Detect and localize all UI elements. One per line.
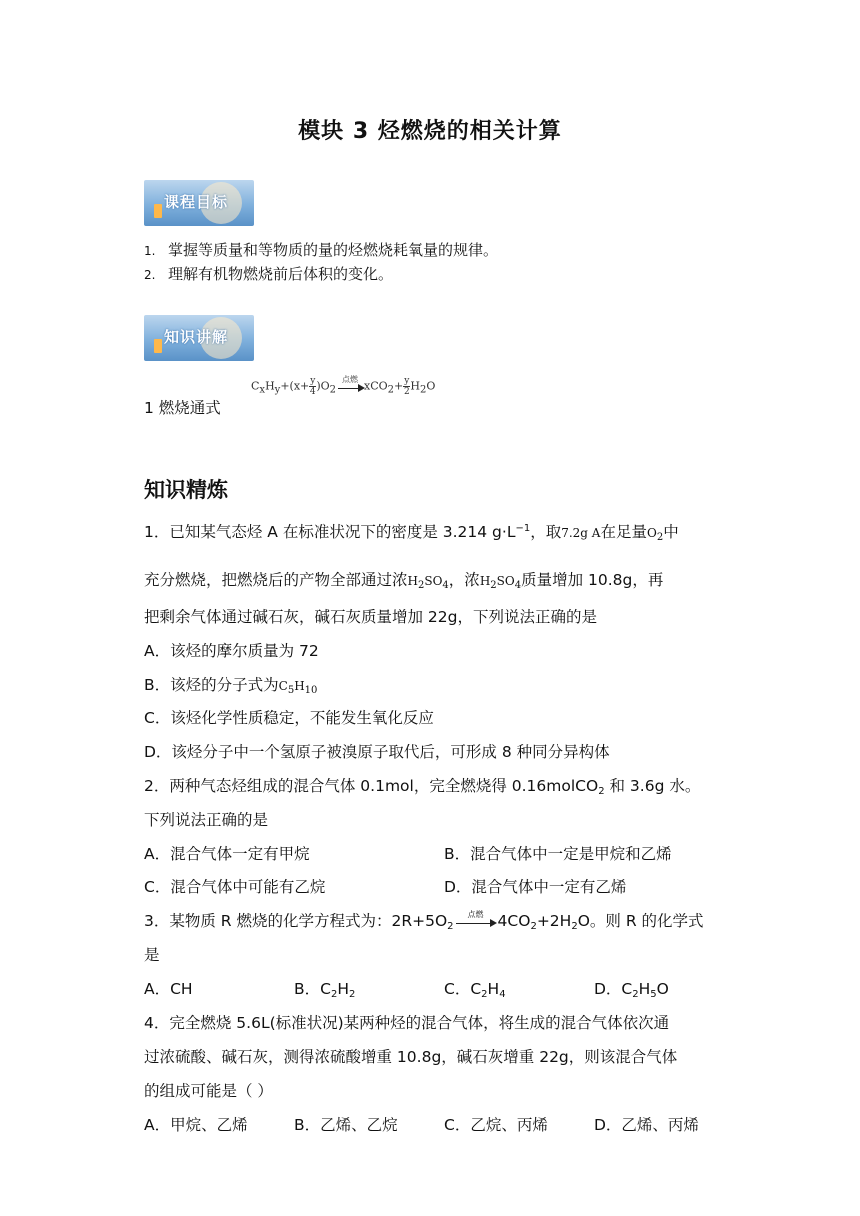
q3-option-c: C．$C_2H_4$ bbox=[444, 980, 506, 1000]
banner-bookmark-icon bbox=[154, 204, 162, 218]
goal-item: 2. 理解有机物燃烧前后体积的变化。 bbox=[144, 265, 394, 283]
goal-item: 1. 掌握等质量和等物质的量的烃燃烧耗氧量的规律。 bbox=[144, 241, 499, 259]
q2-stem-line-1: 2．两种气态烃组成的混合气体 0.1mol，完全燃烧得 0.16molCO$_2$ 和 3.6g 水。 bbox=[144, 777, 701, 797]
goals-banner bbox=[144, 180, 254, 226]
combustion-formula-image: $C_xH_y+(x+$ $\frac{y}{4})O_2$ 点燃 xCO$_2$+ $\frac{y}{2}H_2O$ bbox=[251, 374, 436, 397]
q4-option-a: A．甲烷、乙烯 bbox=[144, 1116, 248, 1134]
q4-stem-line-3: 的组成可能是（ ） bbox=[144, 1082, 273, 1100]
q1-option-d: D．该烃分子中一个氢原子被溴原子取代后，可形成 8 种同分异构体 bbox=[144, 743, 610, 761]
q2-option-a: A．混合气体一定有甲烷 bbox=[144, 845, 310, 863]
q1-stem-line-2: 充分燃烧，把燃烧后的产物全部通过浓$H_2SO_4$，浓$H_2SO_4$质量增加 10.8g，再 bbox=[144, 571, 664, 591]
q1-stem-line-1: 1．已知某气态烃 A 在标准状况下的密度是 3.214 $g\cdot L^{-1}$，取7.2g A在足量$O_2$中 bbox=[144, 522, 679, 543]
q1-stem-line-3: 把剩余气体通过碱石灰，碱石灰质量增加 22g，下列说法正确的是 bbox=[144, 608, 597, 626]
section-title: 知识精炼 bbox=[144, 478, 228, 502]
q1-option-b: B．该烃的分子式为$C_5H_{10}$ bbox=[144, 676, 318, 696]
q4-option-b: B．乙烯、乙烷 bbox=[294, 1116, 398, 1134]
q3-stem-line-2: 是 bbox=[144, 946, 160, 964]
page-title: 模块 3 烃燃烧的相关计算 bbox=[298, 119, 562, 144]
q4-stem-line-2: 过浓硫酸、碱石灰，测得浓硫酸增重 10.8g，碱石灰增重 22g，则该混合气体 bbox=[144, 1048, 678, 1066]
knowledge-banner-label: 知识讲解 bbox=[164, 328, 229, 346]
q4-option-d: D．乙烯、丙烯 bbox=[594, 1116, 699, 1134]
combustion-label: 1 燃烧通式 bbox=[144, 399, 221, 417]
q2-option-c: C．混合气体中可能有乙烷 bbox=[144, 878, 326, 896]
goals-list bbox=[144, 239, 498, 287]
q4-stem-line-1: 4．完全燃烧 5.6L(标准状况)某两种烃的混合气体，将生成的混合气体依次通 bbox=[144, 1014, 670, 1032]
q2-option-d: D．混合气体中一定有乙烯 bbox=[444, 878, 627, 896]
knowledge-banner bbox=[144, 315, 254, 361]
q1-option-a: A．该烃的摩尔质量为 72 bbox=[144, 642, 319, 660]
q4-option-c: C．乙烷、丙烯 bbox=[444, 1116, 548, 1134]
q2-option-b: B．混合气体中一定是甲烷和乙烯 bbox=[444, 845, 672, 863]
reaction-arrow: 点燃 bbox=[454, 915, 498, 929]
q3-option-a: A．CH bbox=[144, 980, 193, 998]
q3-option-d: D．$C_2H_5O$ bbox=[594, 980, 669, 1000]
q2-stem-line-2: 下列说法正确的是 bbox=[144, 811, 269, 829]
banner-bookmark-icon bbox=[154, 339, 162, 353]
q3-stem-line-1: 3．某物质 R 燃烧的化学方程式为：$2R+5O_2$ 点燃 $4CO_2+2H_2O$。则 R 的化学式 bbox=[144, 909, 704, 932]
goals-banner-label: 课程目标 bbox=[164, 193, 229, 211]
q3-option-b: B．$C_2H_2$ bbox=[294, 980, 356, 1000]
q1-option-c: C．该烃化学性质稳定，不能发生氧化反应 bbox=[144, 709, 434, 727]
